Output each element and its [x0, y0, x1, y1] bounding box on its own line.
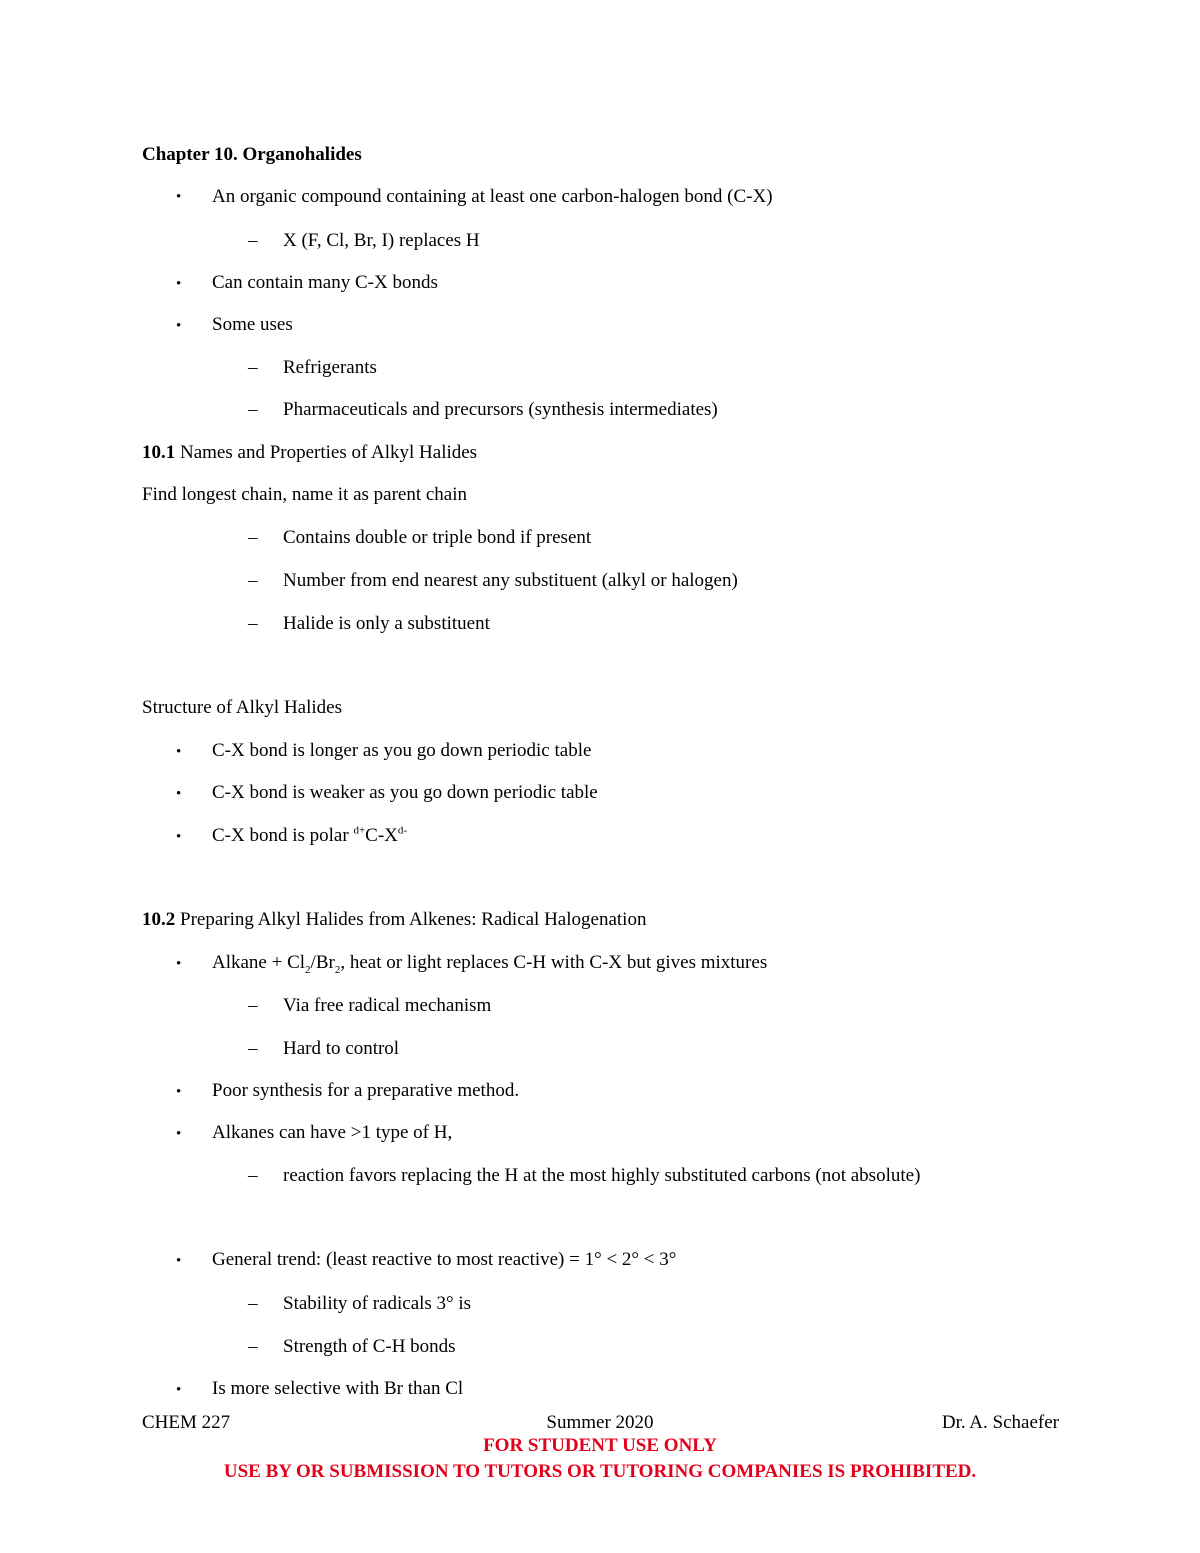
- section-10-2-bullet-3-sub-1: reaction favors replacing the H at the most highly substituted carbons (not absolute): [283, 1165, 921, 1186]
- section-10-2-heading: [142, 910, 646, 929]
- bullet-icon: •: [176, 744, 182, 760]
- structure-bullet-2: C-X bond is weaker as you go down periodic table: [212, 782, 598, 803]
- dash-icon: –: [248, 230, 258, 251]
- dash-icon: –: [248, 1038, 258, 1059]
- section-10-2-bullet-1-sub-1: Via free radical mechanism: [283, 995, 492, 1016]
- section-10-2-bullet-1: [212, 952, 768, 976]
- bullet-icon: •: [176, 829, 182, 845]
- section-title: Names and Properties of Alkyl Halides: [175, 442, 478, 463]
- dash-icon: –: [248, 399, 258, 420]
- bullet-icon: •: [176, 1382, 182, 1398]
- section-10-2-bullet-4-sub-1: Stability of radicals 3° is: [283, 1293, 472, 1314]
- section-10-2-bullet-5: Is more selective with Br than Cl: [212, 1378, 464, 1399]
- dash-icon: –: [248, 357, 258, 378]
- dash-icon: –: [248, 1293, 258, 1314]
- footer-notice-1: FOR STUDENT USE ONLY: [483, 1435, 717, 1456]
- section-10-1-sub-1: Contains double or triple bond if present: [283, 527, 592, 548]
- intro-bullet-1: An organic compound containing at least one carbon-halogen bond (C-X): [212, 186, 773, 207]
- subscript: 2: [305, 963, 311, 976]
- bullet-icon: •: [176, 318, 182, 334]
- bullet-icon: •: [176, 1126, 182, 1142]
- dash-icon: –: [248, 613, 258, 634]
- bullet-icon: •: [176, 1084, 182, 1100]
- intro-bullet-1-sub-1: X (F, Cl, Br, I) replaces H: [283, 230, 480, 251]
- bullet-icon: •: [176, 956, 182, 972]
- section-10-2-bullet-4: General trend: (least reactive to most reactive) = 1° < 2° < 3°: [212, 1249, 677, 1270]
- structure-bullet-1: C-X bond is longer as you go down periodic table: [212, 740, 592, 761]
- section-title: Preparing Alkyl Halides from Alkenes: Radical Halogenation: [175, 909, 647, 930]
- section-10-1-sub-3: Halide is only a substituent: [283, 613, 490, 634]
- intro-bullet-3-sub-2: Pharmaceuticals and precursors (synthesis intermediates): [283, 399, 718, 420]
- partial-negative: d-: [397, 824, 408, 837]
- section-10-2-bullet-2: Poor synthesis for a preparative method.: [212, 1080, 520, 1101]
- partial-positive: d+: [353, 824, 366, 837]
- section-10-1-sub-2: Number from end nearest any substituent (alkyl or halogen): [283, 570, 738, 591]
- reaction-text: , heat or light replaces C-H with C-X but gives mixtures: [340, 952, 768, 973]
- bullet-icon: •: [176, 189, 182, 205]
- reaction-text: Alkane + Cl: [212, 952, 306, 973]
- reaction-text: /Br: [310, 952, 335, 973]
- dash-icon: –: [248, 1336, 258, 1357]
- dash-icon: –: [248, 1165, 258, 1186]
- structure-bullet-3: [212, 826, 407, 845]
- section-number: 10.1: [142, 442, 176, 463]
- intro-bullet-2: Can contain many C-X bonds: [212, 272, 438, 293]
- section-10-2-bullet-4-sub-2: Strength of C-H bonds: [283, 1336, 456, 1357]
- footer-term: Summer 2020: [546, 1412, 654, 1433]
- bullet-icon: •: [176, 1253, 182, 1269]
- chapter-title: Chapter 10. Organohalides: [142, 144, 362, 165]
- bond-label: C-X: [365, 825, 398, 846]
- footer-notice-2: USE BY OR SUBMISSION TO TUTORS OR TUTORING COMPANIES IS PROHIBITED.: [223, 1461, 977, 1482]
- footer-instructor: Dr. A. Schaefer: [941, 1412, 1059, 1433]
- section-number: 10.2: [142, 909, 176, 930]
- bullet-icon: •: [176, 276, 182, 292]
- intro-bullet-3: Some uses: [212, 314, 293, 335]
- section-10-2-bullet-3: Alkanes can have >1 type of H,: [212, 1122, 453, 1143]
- footer-course: CHEM 227: [142, 1412, 231, 1433]
- section-10-2-bullet-1-sub-2: Hard to control: [283, 1038, 400, 1059]
- polar-text: C-X bond is polar: [212, 825, 354, 846]
- dash-icon: –: [248, 527, 258, 548]
- subscript: 2: [334, 963, 341, 976]
- dash-icon: –: [248, 570, 258, 591]
- section-10-1-line: Find longest chain, name it as parent chain: [142, 484, 468, 505]
- intro-bullet-3-sub-1: Refrigerants: [283, 357, 377, 378]
- structure-heading: Structure of Alkyl Halides: [142, 697, 342, 718]
- section-10-1-heading: [142, 443, 477, 462]
- bullet-icon: •: [176, 786, 182, 802]
- dash-icon: –: [248, 995, 258, 1016]
